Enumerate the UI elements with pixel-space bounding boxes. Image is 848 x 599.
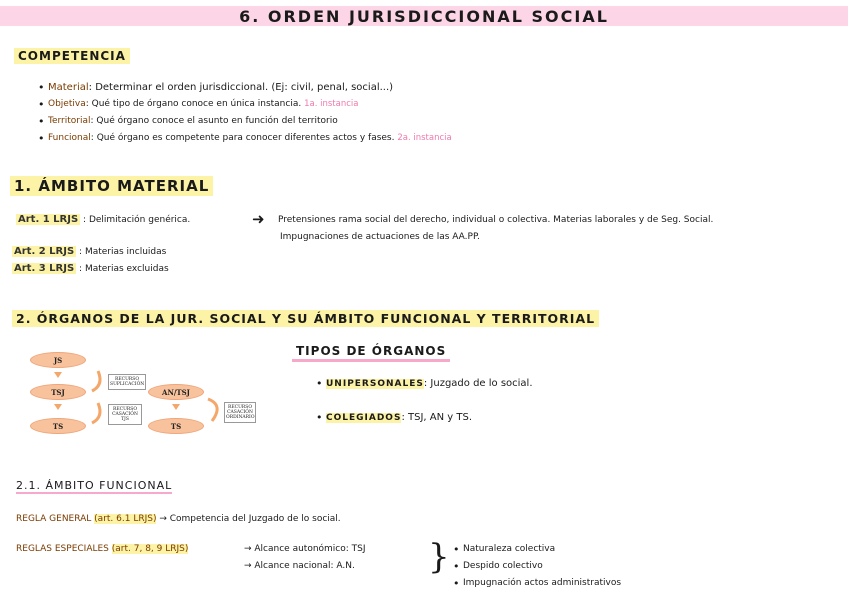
reglas-especiales-row: REGLAS ESPECIALES (art. 7, 8, 9 LRJS) (16, 544, 189, 554)
tipo-unipersonales: • UNIPERSONALES: Juzgado de lo social. (326, 378, 533, 389)
ambito-material-heading: 1. ÁMBITO MATERIAL (10, 176, 213, 196)
organos-heading: 2. ÓRGANOS DE LA JUR. SOCIAL Y SU ÁMBITO FUNCIONAL Y TERRITORIAL (12, 310, 599, 327)
competencia-item-material: • Material: Determinar el orden jurisdiccional. (Ej: civil, penal, social...) (48, 82, 393, 93)
competencia-item-territorial: • Territorial: Qué órgano conoce el asunto en función del territorio (48, 116, 338, 126)
box-recurso-casacion-tjs: RECURSO CASACIÓN TJS (108, 404, 142, 425)
node-an-tsj: AN/TSJ (148, 384, 204, 400)
arrow-down-icon (172, 404, 180, 410)
art3-row: Art. 3 LRJS : Materias excluidas (14, 263, 169, 274)
arrow-down-icon (54, 372, 62, 378)
materia-naturaleza-colectiva: • Naturaleza colectiva (463, 544, 555, 554)
art2-row: Art. 2 LRJS : Materias incluidas (14, 246, 167, 257)
node-js: JS (30, 352, 86, 368)
node-tsj: TSJ (30, 384, 86, 400)
tipos-organos-heading: TIPOS DE ÓRGANOS (292, 343, 450, 362)
materia-despido-colectivo: • Despido colectivo (463, 561, 543, 571)
arrow-icon: ➜ (252, 210, 265, 228)
curved-arrow-right (204, 395, 226, 425)
competencia-item-funcional: • Funcional: Qué órgano es competente para conocer diferentes actos y fases. 2a. instancia (48, 133, 452, 143)
alcance-nacional: → Alcance nacional: A.N. (244, 561, 355, 571)
arrow-down-icon (54, 404, 62, 410)
tipo-colegiados: • COLEGIADOS: TSJ, AN y TS. (326, 412, 472, 423)
art1-row: Art. 1 LRJS : Delimitación genérica. (18, 214, 191, 225)
box-recurso-casacion-ordinario: RECURSO CASACIÓN ORDINARIO (224, 402, 256, 423)
art1-description: Pretensiones rama social del derecho, individual o colectiva. Materias laborales y de Seg. Social. (278, 215, 714, 225)
art1-description-2: Impugnaciones de actuaciones de las AA.PP. (280, 232, 480, 242)
regla-general-row: REGLA GENERAL (art. 6.1 LRJS) → Competencia del Juzgado de lo social. (16, 514, 341, 524)
page-title: 6. ORDEN JURISDICCIONAL SOCIAL (239, 7, 609, 26)
ambito-funcional-heading: 2.1. ÁMBITO FUNCIONAL (16, 479, 173, 492)
brace-icon: } (428, 537, 450, 577)
alcance-autonomico: → Alcance autonómico: TSJ (244, 544, 366, 554)
competencia-item-objetiva: • Objetiva: Qué tipo de órgano conoce en única instancia. 1a. instancia (48, 99, 358, 109)
competencia-heading: COMPETENCIA (14, 48, 130, 64)
materia-impugnacion-actos: • Impugnación actos administrativos (463, 578, 621, 588)
box-recurso-suplicacion: RECURSO SUPLICACIÓN (108, 374, 146, 390)
node-ts-right: TS (148, 418, 204, 434)
node-ts-left: TS (30, 418, 86, 434)
